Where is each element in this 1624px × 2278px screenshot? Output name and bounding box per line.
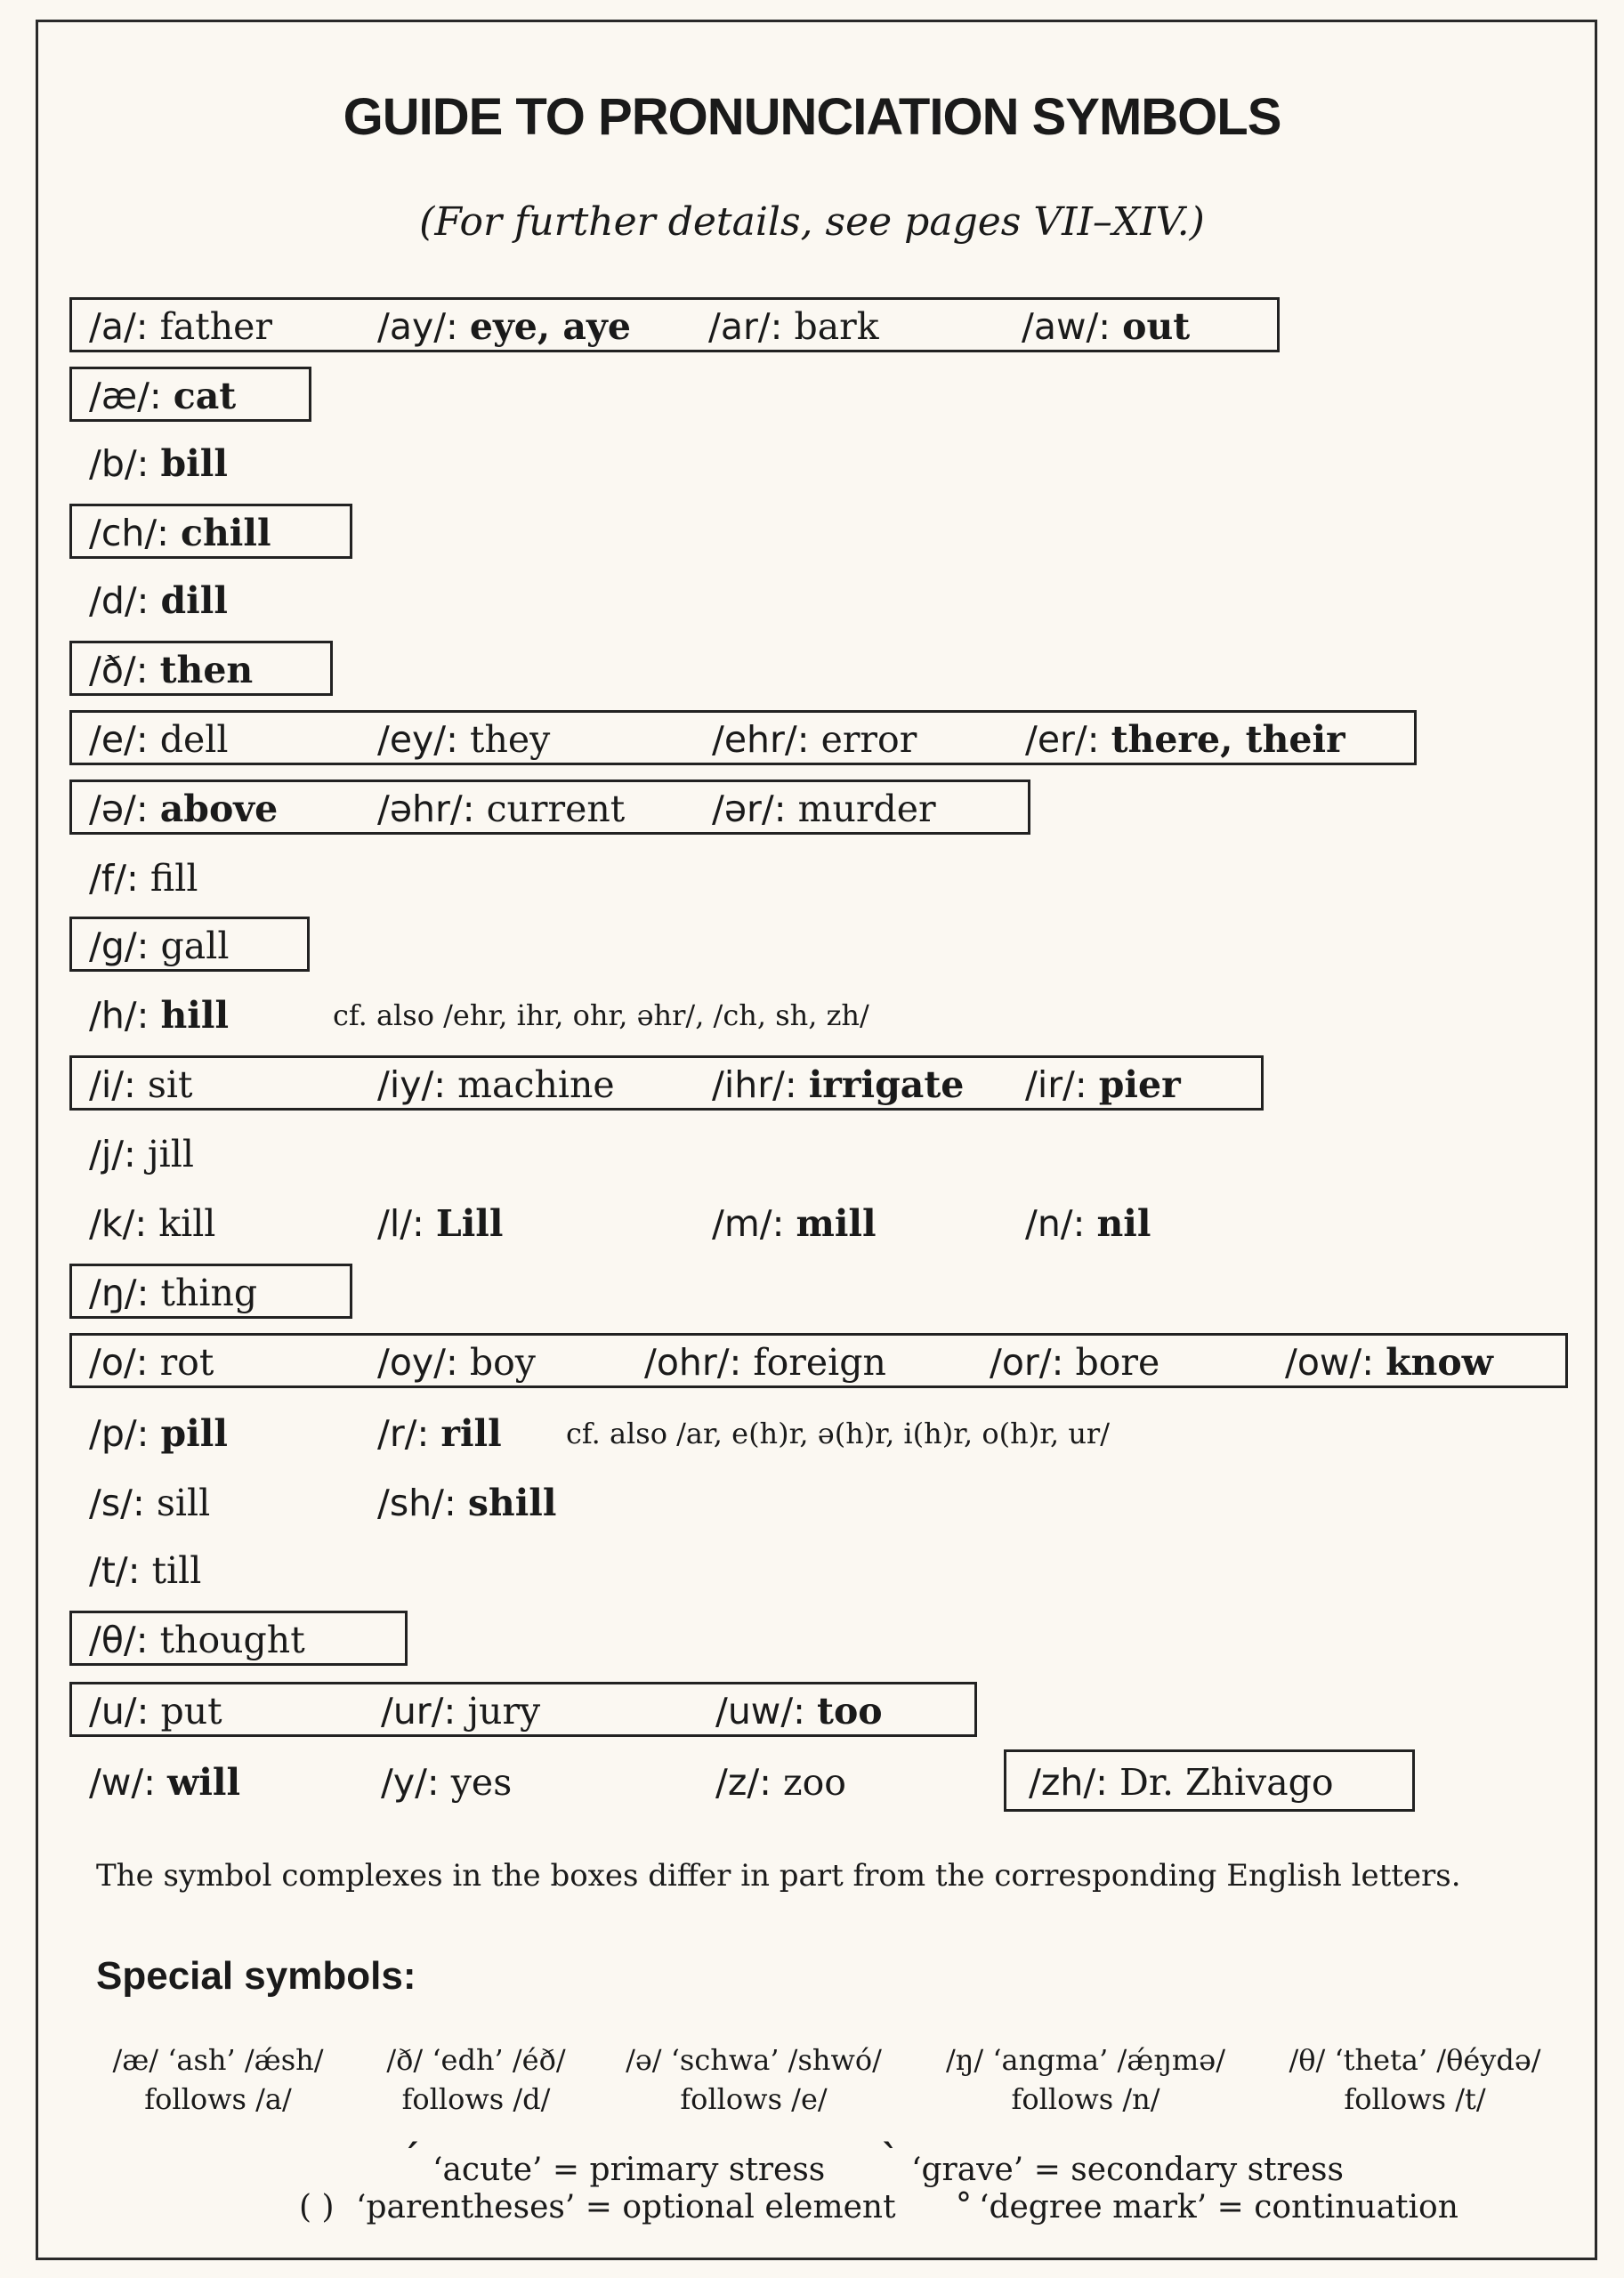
example-word: foreign	[753, 1341, 886, 1384]
symbol: /zh/:	[1029, 1761, 1108, 1804]
row-u	[0, 1689, 1624, 1742]
symbol: /ow/:	[1285, 1341, 1375, 1384]
example-word: murder	[797, 788, 936, 830]
row-o	[0, 1340, 1624, 1393]
example-word: hill	[160, 994, 230, 1037]
symbol: /ir/:	[1025, 1063, 1087, 1106]
symbol: /iy/:	[377, 1063, 447, 1106]
symbol: /θ/:	[89, 1619, 149, 1661]
row-h	[0, 993, 1624, 1046]
symbol: /sh/:	[377, 1482, 456, 1524]
special-symbol-edh	[360, 2043, 593, 2116]
grave-mark-icon: ˋ	[881, 2137, 899, 2179]
example-word: zoo	[783, 1761, 846, 1804]
symbol: /əhr/:	[377, 788, 475, 830]
row-t	[0, 1548, 1624, 1602]
symbol: /oy/:	[377, 1341, 458, 1384]
page-title: GUIDE TO PRONUNCIATION SYMBOLS	[343, 88, 1281, 146]
example-word: fill	[149, 857, 198, 900]
example-word: thing	[160, 1272, 258, 1314]
example-word: pill	[160, 1412, 228, 1455]
legend-degree: ‘degree mark’ = continuation	[979, 2189, 1458, 2225]
symbol: /ð/:	[89, 649, 149, 691]
row-e	[0, 717, 1624, 771]
example-word: machine	[457, 1063, 615, 1106]
box-note: The symbol complexes in the boxes differ in part from the corresponding English letters.	[96, 1858, 1461, 1894]
cross-reference: cf. also /ehr, ihr, ohr, əhr/, /ch, sh, zh/	[333, 998, 869, 1032]
row-g	[0, 924, 1624, 977]
example-word: Lill	[435, 1202, 504, 1245]
special-symbol-order: follows /n/	[1011, 2082, 1160, 2116]
symbol: /ohr/:	[644, 1341, 742, 1384]
example-word: kill	[158, 1202, 216, 1245]
example-word: then	[159, 649, 254, 691]
special-symbol-theta	[1264, 2043, 1566, 2116]
example-word: rill	[440, 1412, 502, 1455]
symbol: /l/:	[377, 1202, 424, 1245]
example-word: mill	[796, 1202, 877, 1245]
special-symbol-name: /θ/ ‘theta’ /θéydə/	[1289, 2043, 1541, 2077]
symbol: /y/:	[381, 1761, 440, 1804]
example-word: chill	[181, 512, 271, 554]
example-word: know	[1386, 1341, 1493, 1384]
example-word: father	[159, 305, 272, 348]
symbol: /w/:	[89, 1761, 156, 1804]
page-subtitle: (For further details, see pages VII–XIV.)	[419, 199, 1205, 245]
legend-parentheses: ‘parentheses’ = optional element	[356, 2189, 896, 2225]
example-word: shill	[467, 1482, 557, 1524]
row-ae	[0, 374, 1624, 427]
symbol: /m/:	[712, 1202, 785, 1245]
symbol: /ur/:	[381, 1690, 456, 1733]
symbol: /b/:	[89, 442, 149, 485]
example-word: bore	[1075, 1341, 1160, 1384]
example-word: irrigate	[808, 1063, 965, 1106]
symbol: /uw/:	[715, 1690, 805, 1733]
example-word: they	[469, 718, 551, 761]
row-d	[0, 578, 1624, 632]
row-b	[0, 441, 1624, 495]
example-word: dell	[159, 718, 229, 761]
example-word: too	[817, 1690, 883, 1733]
special-symbol-name: /æ/ ‘ash’ /ǽsh/	[112, 2043, 324, 2077]
symbol: /a/:	[89, 305, 149, 348]
special-symbol-name: /ð/ ‘edh’ /éð/	[386, 2043, 566, 2077]
special-symbol-order: follows /t/	[1344, 2082, 1486, 2116]
example-word: put	[160, 1690, 222, 1733]
special-symbol-name: /ə/ ‘schwa’ /shwó/	[626, 2043, 882, 2077]
legend-acute: ‘acute’ = primary stress	[432, 2152, 826, 2188]
legend-grave: ‘grave’ = secondary stress	[911, 2152, 1344, 2188]
symbol: /k/:	[89, 1202, 148, 1245]
example-word: dill	[160, 579, 228, 622]
acute-mark-icon: ˊ	[402, 2137, 420, 2179]
example-word: jill	[147, 1133, 194, 1175]
example-word: above	[159, 788, 279, 830]
symbol: /ihr/:	[712, 1063, 797, 1106]
symbol: /t/:	[89, 1549, 141, 1592]
symbol: /i/:	[89, 1063, 136, 1106]
symbol: /e/:	[89, 718, 149, 761]
example-word: Dr. Zhivago	[1119, 1761, 1334, 1804]
special-symbol-order: follows /d/	[401, 2082, 551, 2116]
symbol: /g/:	[89, 925, 149, 967]
row-theta	[0, 1618, 1624, 1671]
row-f	[0, 856, 1624, 909]
example-word: gall	[160, 925, 230, 967]
special-symbol-ash	[89, 2043, 347, 2116]
row-p	[0, 1411, 1624, 1465]
symbol: /ehr/:	[712, 718, 810, 761]
special-symbols-heading: Special symbols:	[96, 1954, 416, 1998]
special-symbol-angma	[925, 2043, 1246, 2116]
special-symbol-order: follows /a/	[144, 2082, 292, 2116]
example-word: there, their	[1111, 718, 1345, 761]
symbol: /ŋ/:	[89, 1272, 149, 1314]
example-word: nil	[1096, 1202, 1151, 1245]
example-word: out	[1122, 305, 1191, 348]
row-ng	[0, 1271, 1624, 1324]
row-i	[0, 1062, 1624, 1116]
example-word: pier	[1098, 1063, 1181, 1106]
row-s	[0, 1481, 1624, 1534]
symbol: /u/:	[89, 1690, 149, 1733]
symbol: /d/:	[89, 579, 149, 622]
example-word: jury	[467, 1690, 541, 1733]
example-word: error	[820, 718, 917, 761]
symbol: /n/:	[1025, 1202, 1086, 1245]
degree-mark-icon: °	[956, 2187, 972, 2224]
symbol: /aw/:	[1022, 305, 1111, 348]
special-symbol-schwa	[602, 2043, 906, 2116]
example-word: till	[151, 1549, 202, 1592]
example-word: bark	[794, 305, 879, 348]
symbol: /o/:	[89, 1341, 149, 1384]
symbol: /r/:	[377, 1412, 430, 1455]
parentheses-mark-icon: ( )	[299, 2189, 335, 2225]
symbol: /æ/:	[89, 375, 162, 417]
symbol: /ər/:	[712, 788, 787, 830]
example-word: cat	[173, 375, 237, 417]
row-a	[0, 304, 1624, 358]
symbol: /s/:	[89, 1482, 145, 1524]
row-schwa	[0, 787, 1624, 840]
row-w	[0, 1760, 1624, 1814]
row-eth	[0, 648, 1624, 701]
symbol: /ay/:	[377, 305, 458, 348]
example-word: boy	[469, 1341, 536, 1384]
symbol: /h/:	[89, 994, 149, 1037]
row-k	[0, 1201, 1624, 1255]
example-word: sit	[147, 1063, 193, 1106]
symbol: /ey/:	[377, 718, 458, 761]
example-word: sill	[156, 1482, 211, 1524]
example-word: yes	[450, 1761, 513, 1804]
symbol: /ə/:	[89, 788, 149, 830]
symbol: /p/:	[89, 1412, 149, 1455]
row-ch	[0, 511, 1624, 564]
symbol: /or/:	[990, 1341, 1064, 1384]
example-word: rot	[159, 1341, 214, 1384]
example-word: eye, aye	[469, 305, 631, 348]
symbol: /j/:	[89, 1133, 136, 1175]
symbol: /er/:	[1025, 718, 1100, 761]
symbol: /z/:	[715, 1761, 772, 1804]
special-symbol-name: /ŋ/ ‘angma’ /ǽŋmə/	[946, 2043, 1225, 2077]
cross-reference: cf. also /ar, e(h)r, ə(h)r, i(h)r, o(h)r, ur/	[566, 1417, 1110, 1450]
special-symbol-order: follows /e/	[680, 2082, 828, 2116]
symbol: /f/:	[89, 857, 139, 900]
row-j	[0, 1132, 1624, 1185]
example-word: current	[486, 788, 626, 830]
example-word: thought	[159, 1619, 305, 1661]
example-word: will	[167, 1761, 241, 1804]
example-word: bill	[160, 442, 228, 485]
symbol: /ar/:	[708, 305, 783, 348]
symbol: /ch/:	[89, 512, 169, 554]
